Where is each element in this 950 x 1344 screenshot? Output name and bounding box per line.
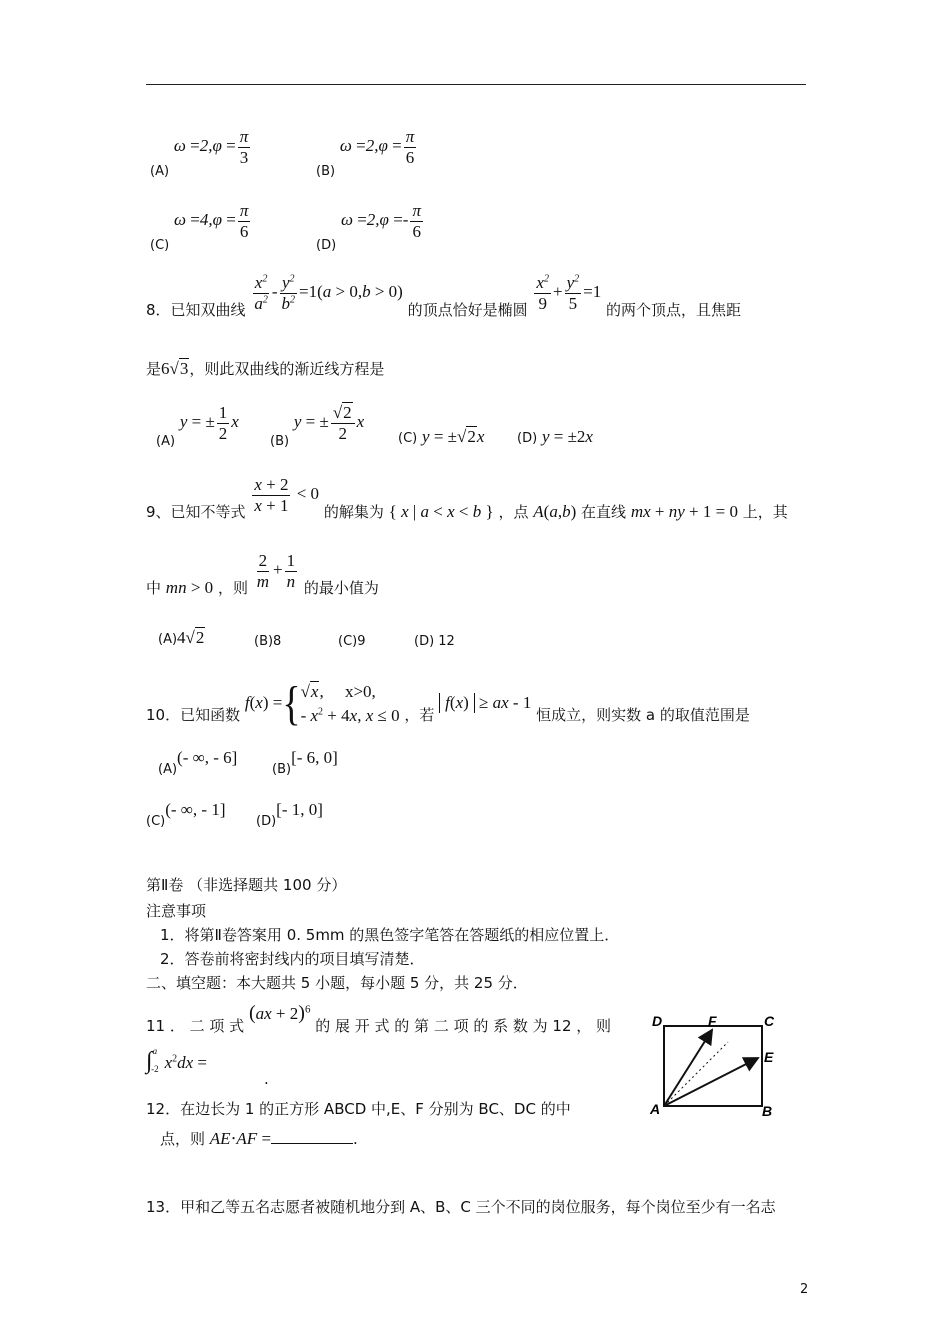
q9-option-d: (D) 12	[414, 634, 455, 649]
aux-line	[664, 1042, 728, 1106]
q10-option-a: (A)(- ∞, - 6]	[158, 748, 238, 777]
q8-option-c-formula: y = ±√2x	[422, 427, 485, 446]
q9-solution-set: { x | a < x < b }	[388, 502, 494, 522]
square-outline	[664, 1026, 762, 1106]
label-b: B	[762, 1103, 773, 1119]
q11-binomial: (ax + 2)$^6$	[248, 1002, 311, 1024]
q12-line-2: 点，则 AE⋅AF = .	[160, 1129, 358, 1148]
q12-dot-product: AE⋅AF =	[209, 1129, 272, 1148]
q10-line-1: 10．已知函数 f(x) ={ √x, x>0, - $x^2 + 4x$, x ≤ 0 ，若 f(x) ≥ ax - 1 恒成立，则实数 a 的取值范围是	[146, 677, 750, 731]
label-d: D	[652, 1014, 663, 1029]
q13-line-1: 13．甲和乙等五名志愿者被随机地分到 A、B、C 三个不同的岗位服务，每个岗位至少有一名志	[146, 1198, 776, 1216]
square-figure	[648, 1014, 778, 1120]
q7-option-d: (D) ω =2,φ =- $\frac{\pi}{6}$	[316, 202, 425, 241]
q9-line-1: 9、已知不等式 $\frac{x + 2}{x + 1}$ < 0 的解集为 { x | a < x < b } ，点 A(a,b) 在直线 mx + ny + 1 = 0 上，其	[146, 475, 788, 522]
q10-function: f(x) ={ √x, x>0, - $x^2 + 4x$, x ≤ 0	[244, 677, 400, 731]
q7-option-b-formula: ω =2,φ = $\frac{\pi}{6}$	[339, 127, 415, 167]
q9-line-2: 中 mn > 0 ，则 $\frac{2}{m}$ + $\frac{1}{n}$ 的最小值为	[146, 551, 379, 598]
q9-option-c: (C)9	[338, 634, 366, 649]
q8-option-b: (B) y = ± $\frac{√2}{2}$ x	[270, 403, 365, 450]
label-f: F	[708, 1014, 717, 1029]
label-e: E	[764, 1049, 774, 1065]
page-number: 2	[800, 1282, 809, 1297]
q7-option-c-formula: ω =4,φ = $\frac{\pi}{6}$	[174, 201, 249, 241]
section-fill-in: 二、填空题：本大题共 5 小题，每小题 5 分，共 25 分．	[146, 974, 528, 992]
q9-inequality: $\frac{x + 2}{x + 1}$ < 0	[254, 475, 320, 515]
q10-option-b: (B)[- 6, 0]	[272, 748, 338, 777]
q11-line-1: 11 ． 二 项 式 (ax + 2)$^6$ 的 展 开 式 的 第 二 项 的 系 数 为 12 ， 则	[146, 1002, 612, 1035]
q8-focal-length: 6√3	[161, 359, 189, 378]
q10-option-d-formula: [- 1, 0]	[276, 800, 323, 819]
q10-option-c-formula: (- ∞, - 1]	[165, 800, 226, 819]
q10-option-c: (C)(- ∞, - 1]	[146, 800, 226, 829]
part2-notice-title: 注意事项	[146, 902, 207, 920]
q12-answer-blank	[271, 1129, 353, 1144]
q11-integral: ∫$^a_{-2}$ $x^2dx$ =	[146, 1046, 208, 1074]
q7-option-a-formula: ω =2,φ = $\frac{\pi}{3}$	[173, 127, 249, 167]
q7-option-a: (A) ω =2,φ = $\frac{\pi}{3}$	[150, 128, 252, 167]
q7-option-c: (C) ω =4,φ = $\frac{\pi}{6}$	[150, 202, 252, 241]
q11-period: .	[264, 1070, 269, 1088]
q8-option-a: (A) y = ± $\frac{1}{2}$ x	[156, 403, 239, 450]
q8-hyperbola: $\frac{x^2}{a^2}$ - $\frac{y^2}{b^2}$ =1(a > 0,b > 0)	[254, 273, 403, 313]
q8-ellipse: $\frac{x^2}{9}$ + $\frac{y^2}{5}$ =1	[536, 273, 602, 313]
part2-notice-2: 2．答卷前将密封线内的项目填写清楚．	[160, 950, 425, 968]
q8-line-1: 8．已知双曲线 $\frac{x^2}{a^2}$ - $\frac{y^2}{b^2}$ =1(a > 0,b > 0) 的顶点恰好是椭圆 $\frac{x^2}{9}$ + $\frac{y^2}{5}$ =1 的两个顶点，且焦距	[146, 273, 741, 320]
q9-line-equation: mx + ny + 1 = 0	[630, 502, 738, 522]
q9-condition: mn > 0	[165, 578, 214, 598]
q10-condition: f(x) ≥ ax - 1	[439, 693, 531, 712]
q8-option-d: (D) y = ±2x	[517, 427, 593, 446]
q10-option-d: (D)[- 1, 0]	[256, 800, 323, 829]
q8-option-b-formula: y = ± $\frac{√2}{2}$ x	[293, 403, 365, 443]
part2-title: 第Ⅱ卷 （非选择题共 100 分）	[146, 876, 347, 894]
q7-option-d-formula: ω =2,φ =- $\frac{\pi}{6}$	[340, 201, 421, 241]
q9-option-a: (A)4√2	[158, 628, 205, 647]
header-rule	[146, 84, 806, 85]
q9-option-a-formula: 4√2	[177, 628, 205, 647]
label-a: A	[650, 1101, 661, 1117]
q10-option-a-formula: (- ∞, - 6]	[177, 748, 238, 767]
q9-option-b: (B)8	[254, 634, 282, 649]
q8-option-d-formula: y = ±2x	[541, 427, 593, 446]
q7-option-b: (B) ω =2,φ = $\frac{\pi}{6}$	[316, 128, 418, 167]
part2-notice-1: 1．将第Ⅱ卷答案用 0. 5mm 的黑色签字笔答在答题纸的相应位置上．	[160, 926, 620, 944]
q8-option-a-formula: y = ± $\frac{1}{2}$ x	[179, 403, 239, 443]
q8-line-2: 是6√3，则此双曲线的渐近线方程是	[146, 359, 385, 378]
q9-point: A(a,b)	[533, 502, 577, 522]
label-c: C	[764, 1014, 775, 1029]
q8-option-c: (C) y = ±√2x	[398, 427, 485, 446]
q10-option-b-formula: [- 6, 0]	[291, 748, 338, 767]
q12-line-1: 12．在边长为 1 的正方形 ABCD 中,E、F 分别为 BC、DC 的中	[146, 1100, 571, 1118]
q9-expression: $\frac{2}{m}$ + $\frac{1}{n}$	[256, 551, 296, 591]
